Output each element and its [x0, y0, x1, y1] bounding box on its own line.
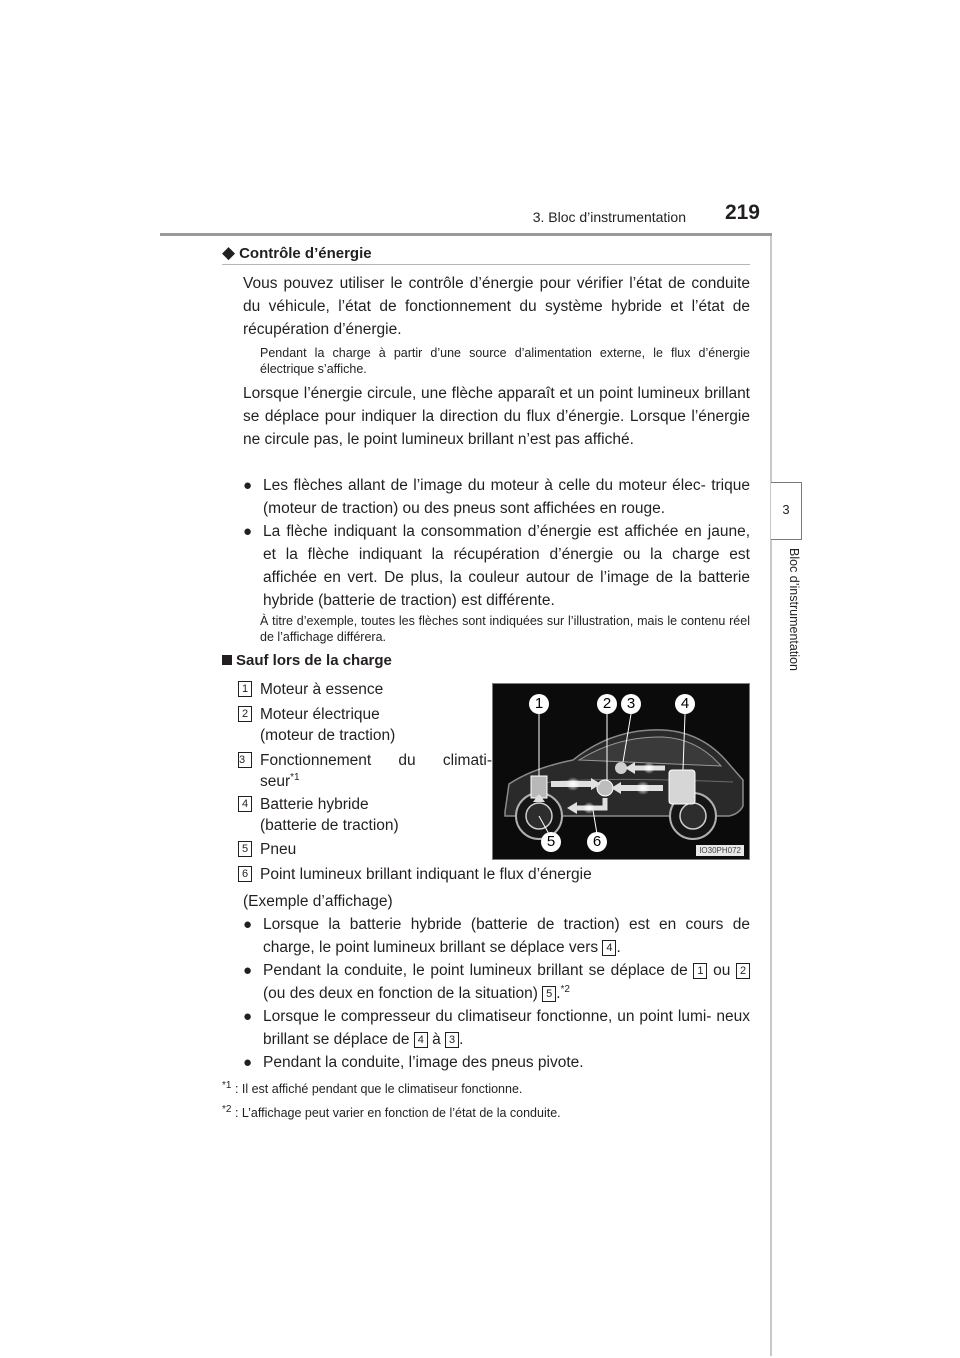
figure-callout-6: 6	[587, 832, 607, 852]
figure-callout-2: 2	[597, 694, 617, 714]
callout-ref: 2	[736, 963, 750, 979]
callout-number: 3	[238, 752, 252, 768]
legend-item-1: 1 Moteur à essence	[238, 679, 510, 700]
bullet-icon: ●	[243, 1008, 253, 1025]
figure-callout-3: 3	[621, 694, 641, 714]
square-bullet-icon	[222, 655, 232, 665]
side-rule	[770, 236, 772, 1356]
intro-paragraph: Vous pouvez utiliser le contrôle d’énergie pour vérifier l’état de conduite du véhicule, l’état de fonctionnement du système hybride et l’état de récupération d’énergie.	[243, 275, 750, 338]
chapter-tab-label: Bloc d’instrumentation	[787, 548, 801, 671]
bullet-icon: ●	[243, 1054, 253, 1071]
callout-number: 1	[238, 681, 252, 697]
section-title-rule	[222, 264, 750, 265]
callout-ref: 4	[414, 1032, 428, 1048]
list-item: ● Pendant la conduite, l’image des pneus pivote.	[263, 1051, 750, 1074]
subsection-title: Sauf lors de la charge	[222, 652, 392, 669]
list-item: ● Lorsque la batterie hybride (batterie de traction) est en cours de charge, le point lumineux brillant se déplace vers 4 .	[263, 913, 750, 959]
diamond-icon: ◆	[222, 243, 236, 262]
figure-code: IO30PH072	[492, 845, 750, 860]
legend-item-5: 5 Pneu	[238, 839, 510, 860]
bullet-icon: ●	[243, 962, 253, 979]
list-item: ● La flèche indiquant la consommation d’énergie est affichée en jaune, et la flèche indiquant la récupération d’énergie ou la charge est affichée en vert. De plus, la couleur autour de l’image de la batterie hybride (batterie de traction) est différente.	[263, 520, 750, 612]
legend-item-2: 2 Moteur électrique (moteur de traction)	[238, 704, 510, 746]
section-title: ◆ Contrôle d’énergie	[222, 243, 372, 262]
figure-callout-1: 1	[529, 694, 549, 714]
example-label: (Exemple d’affichage)	[243, 893, 393, 910]
list-item: ● Lorsque le compresseur du climatiseur fonctionne, un point lumi- neux brillant se déplace de 4 à 3 .	[263, 1005, 750, 1051]
bullet-icon: ●	[243, 523, 253, 540]
footnote-1: $^{*1}$ : Il est affiché pendant que le climatiseur fonctionne.	[222, 1079, 523, 1096]
callout-number: 5	[238, 841, 252, 857]
footnote-2: $^{*2}$ : L’affichage peut varier en fonction de l’état de la conduite.	[222, 1103, 561, 1120]
bullet-icon: ●	[243, 916, 253, 933]
header-rule	[160, 233, 772, 236]
note-charge: Pendant la charge à partir d’une source d’alimentation externe, le flux d’énergie électrique s’affiche.	[260, 346, 750, 376]
figure-callout-5: 5	[541, 832, 561, 852]
callout-number: 4	[238, 796, 252, 812]
list-item: ● Les flèches allant de l’image du moteur à celle du moteur élec- trique (moteur de traction) ou des pneus sont affichées en rouge.	[263, 474, 750, 520]
callout-number: 2	[238, 706, 252, 722]
callout-ref: 5	[542, 986, 556, 1002]
figure-callout-4: 4	[675, 694, 695, 714]
page-number: 219	[724, 201, 760, 224]
callout-number: 6	[238, 866, 252, 882]
legend-item-3-cont: seur$^{*1}$	[260, 771, 300, 790]
energy-monitor-illustration	[492, 683, 750, 860]
callout-ref: 1	[693, 963, 707, 979]
bullet-icon: ●	[243, 477, 253, 494]
callout-ref: 4	[602, 940, 616, 956]
callout-ref: 3	[445, 1032, 459, 1048]
flow-paragraph: Lorsque l’énergie circule, une flèche apparaît et un point lumineux brillant se déplace pour indiquer la direction du flux d’énergie. Lorsque l’énergie ne circule pas, le point lumineux brillant n’est pas affiché.	[243, 385, 750, 448]
chapter-tab-number: 3	[782, 502, 790, 517]
legend-item-3: 3 Fonctionnement du climati-	[239, 752, 492, 769]
legend-item-4: 4 Batterie hybride (batterie de traction)	[238, 794, 510, 836]
note-example: À titre d’exemple, toutes les flèches sont indiquées sur l’illustration, mais le contenu réel de l’affichage différera.	[260, 614, 750, 644]
running-header-section: 3. Bloc d’instrumentation	[532, 209, 686, 225]
list-item: ● Pendant la conduite, le point lumineux brillant se déplace de 1 ou 2 (ou des deux en fonction de la situation) 5 .$^{*2}$	[263, 959, 750, 1005]
legend-item-6: 6 Point lumineux brillant indiquant le flux d’énergie	[238, 864, 750, 885]
